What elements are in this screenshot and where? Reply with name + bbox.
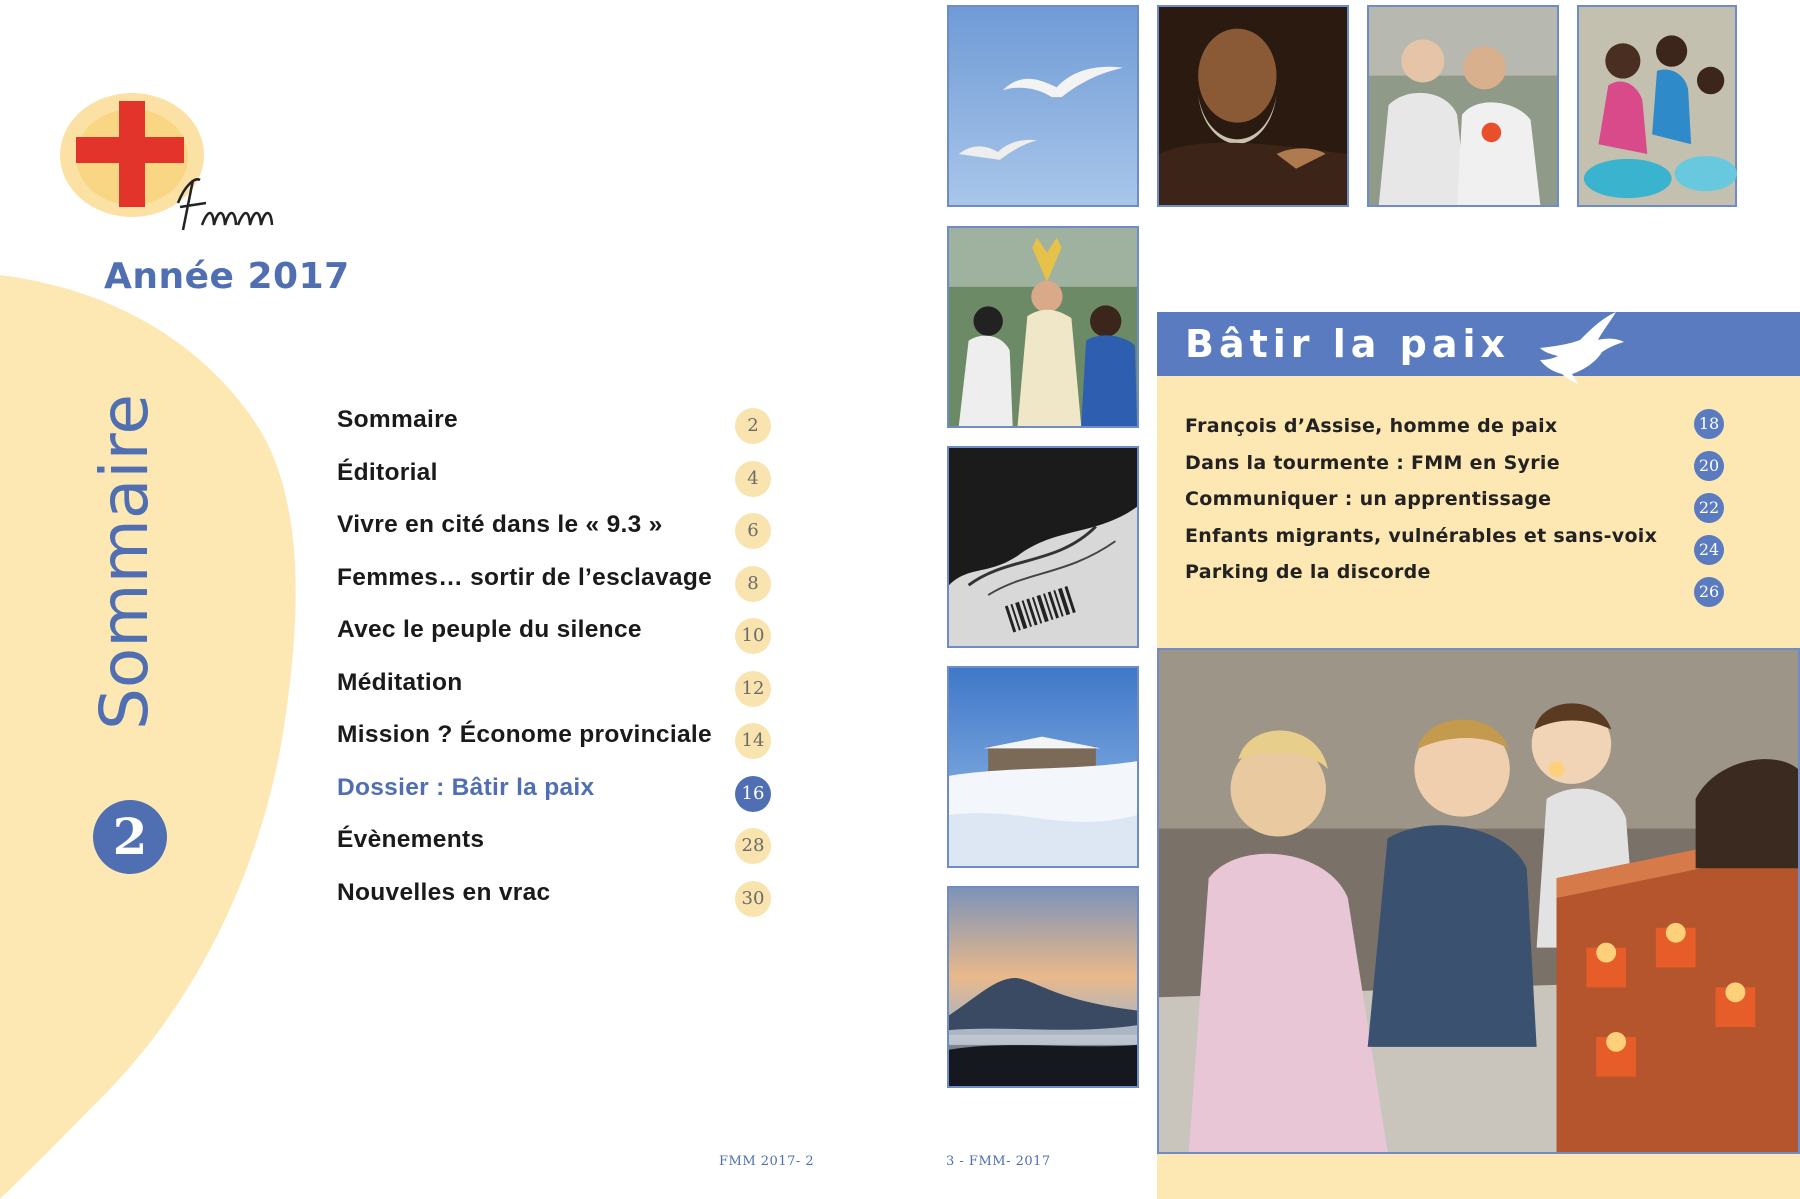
toc-item-label: Évènements <box>337 826 485 853</box>
toc-page-number: 4 <box>735 461 771 497</box>
fmm-logo <box>50 85 280 245</box>
dossier-page-number: 24 <box>1694 535 1724 565</box>
toc-item[interactable] <box>337 503 777 556</box>
toc-page-number: 10 <box>735 618 771 654</box>
toc-item[interactable] <box>337 871 777 924</box>
toc-page-number: 2 <box>735 408 771 444</box>
left-folio: FMM 2017- 2 <box>719 1154 815 1169</box>
toc-item[interactable] <box>337 556 777 609</box>
dossier-item[interactable] <box>1185 558 1770 601</box>
issue-number-badge: 2 <box>93 800 167 874</box>
toc-item-label: Mission ? Économe provinciale <box>337 721 712 748</box>
sommaire-vertical-title: Sommaire <box>86 394 163 730</box>
toc-item[interactable] <box>337 818 777 871</box>
toc-page-number: 14 <box>735 723 771 759</box>
right-page <box>946 0 1800 1199</box>
toc-item[interactable] <box>337 713 777 766</box>
dossier-item-label: Dans la tourmente : FMM en Syrie <box>1185 451 1560 474</box>
toc-item-label: Vivre en cité dans le « 9.3 » <box>337 511 663 538</box>
bishop-crowd-photo <box>947 226 1139 428</box>
toc-item[interactable] <box>337 451 777 504</box>
dossier-item-label: François d’Assise, homme de paix <box>1185 415 1558 437</box>
seagulls-photo <box>947 5 1139 207</box>
children-washing-photo <box>1577 5 1737 207</box>
toc-item-label: Éditorial <box>337 458 438 486</box>
dove-icon <box>1532 308 1628 384</box>
toc-item-label: Sommaire <box>337 406 458 433</box>
dossier-item[interactable] <box>1185 412 1770 449</box>
children-candles-photo <box>1157 648 1800 1154</box>
toc-page-number: 6 <box>735 513 771 549</box>
dossier-page-number: 26 <box>1694 577 1724 607</box>
year-label: Année 2017 <box>104 256 350 297</box>
toc-page-number: 16 <box>735 776 771 812</box>
toc-page-number: 30 <box>735 881 771 917</box>
snow-house-photo <box>947 666 1139 868</box>
toc-item[interactable] <box>337 398 777 451</box>
saint-painting-photo <box>1157 5 1349 207</box>
toc-item[interactable] <box>337 766 777 819</box>
sisters-photo <box>1367 5 1559 207</box>
toc-item-label: Avec le peuple du silence <box>337 616 642 643</box>
table-of-contents <box>337 398 777 923</box>
dossier-page-number: 20 <box>1694 451 1724 481</box>
toc-item[interactable] <box>337 608 777 661</box>
dossier-page-number: 18 <box>1694 409 1724 439</box>
toc-item[interactable] <box>337 661 777 714</box>
dossier-item-label: Communiquer : un apprentissage <box>1185 488 1552 510</box>
misty-mountain-photo <box>947 886 1139 1088</box>
toc-item-label: Femmes… sortir de l’esclavage <box>337 563 713 591</box>
toc-item-label: Dossier : Bâtir la paix <box>337 773 595 801</box>
toc-item-label: Nouvelles en vrac <box>337 878 551 906</box>
toc-page-number: 12 <box>735 671 771 707</box>
dossier-page-number: 22 <box>1694 493 1724 523</box>
toc-page-number: 28 <box>735 828 771 864</box>
barcode-slave-photo <box>947 446 1139 648</box>
dossier-article-list <box>1185 412 1770 601</box>
dossier-item-label: Enfants migrants, vulnérables et sans-voix <box>1185 524 1658 547</box>
dossier-item-label: Parking de la discorde <box>1185 561 1431 583</box>
toc-item-label: Méditation <box>337 668 463 696</box>
dossier-item[interactable] <box>1185 449 1770 486</box>
toc-page-number: 8 <box>735 566 771 602</box>
right-folio: 3 - FMM- 2017 <box>946 1154 1051 1169</box>
dossier-item[interactable] <box>1185 485 1770 522</box>
dossier-title: Bâtir la paix <box>1185 322 1511 366</box>
dossier-item[interactable] <box>1185 522 1770 559</box>
